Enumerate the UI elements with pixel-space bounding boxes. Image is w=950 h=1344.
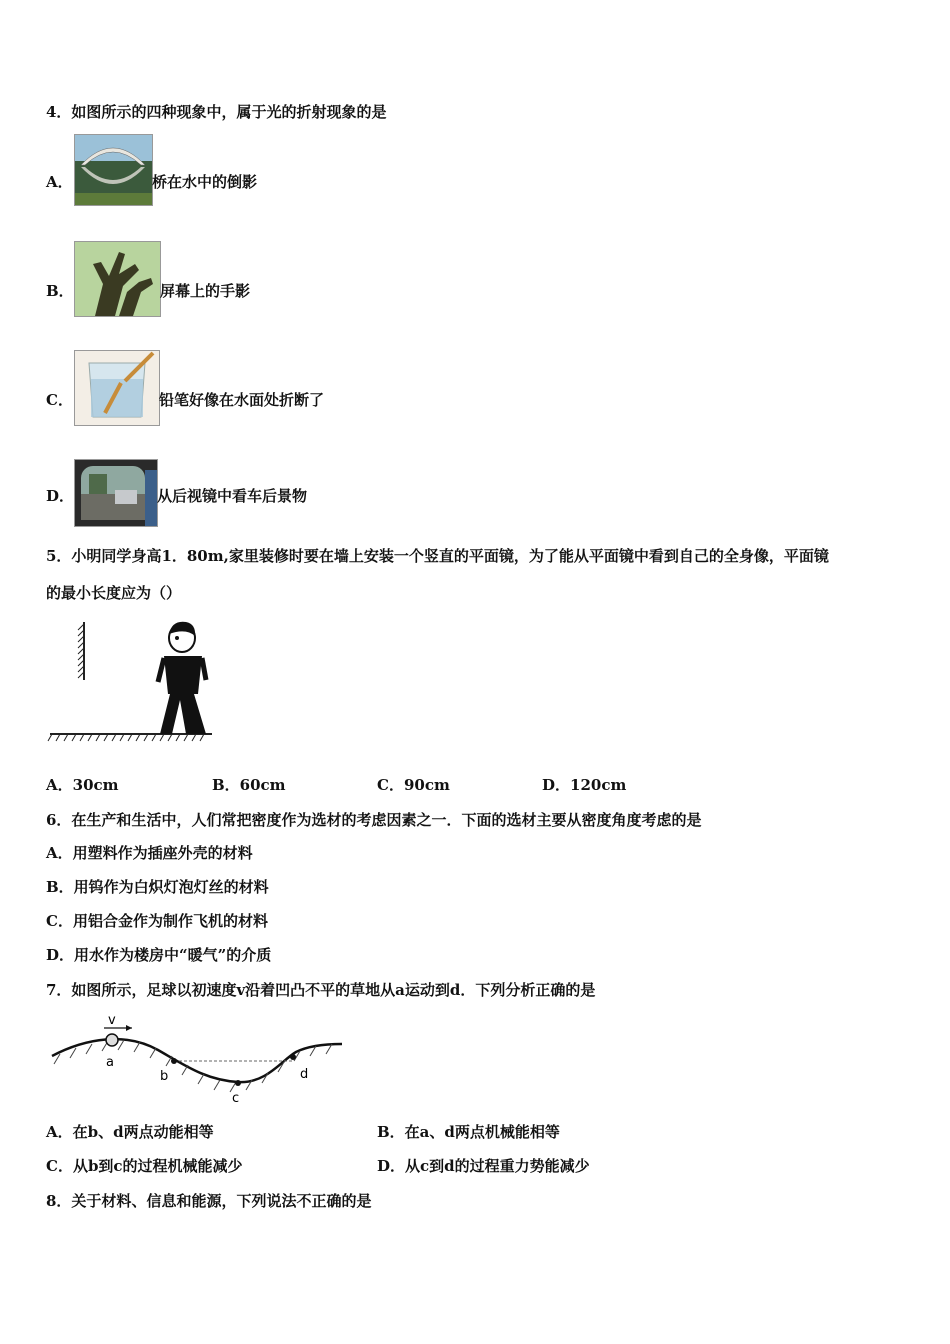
q7-figure-label-a: a [106,1055,114,1070]
q5-stem-line1: 5．小明同学身高1．80m,家里装修时要在墙上安装一个竖直的平面镜，为了能从平面镜中看到自己的全身像，平面镜 [46,547,829,565]
q5-option-c: C．90cm [377,776,450,794]
q7-figure-label-b: b [160,1069,169,1084]
q4-option-d-letter: D． [46,487,75,505]
q5-option-b: B．60cm [212,776,286,794]
q6-option-b: B．用钨作为白炽灯泡灯丝的材料 [46,878,269,896]
rearview-mirror-image [74,459,158,527]
q5-stem-line2: 的最小长度应为（） [46,584,182,602]
q4-option-d-text: 从后视镜中看车后景物 [157,487,308,505]
q7-option-d: D．从c到d的过程重力势能减少 [377,1157,590,1175]
football-terrain-figure [46,1010,346,1108]
q5-option-d: D．120cm [542,776,627,794]
q4-option-b-text: 屏幕上的手影 [160,282,251,300]
q7-figure-label-c: c [232,1091,240,1106]
q6-option-c: C．用铝合金作为制作飞机的材料 [46,912,268,930]
q4-option-a-text: 桥在水中的倒影 [152,173,258,191]
mirror-person-figure [46,618,218,748]
q4-stem: 4．如图所示的四种现象中，属于光的折射现象的是 [46,103,387,121]
q7-figure-label-d: d [300,1067,309,1082]
q8-stem: 8．关于材料、信息和能源，下列说法不正确的是 [46,1192,372,1210]
q5-option-a: A．30cm [46,776,119,794]
q4-option-c-text: 铅笔好像在水面处折断了 [159,391,325,409]
q4-option-b-letter: B． [46,282,74,300]
q4-option-c-letter: C． [46,391,73,409]
q7-option-b: B．在a、d两点机械能相等 [377,1123,560,1141]
q7-option-c: C．从b到c的过程机械能减少 [46,1157,243,1175]
bridge-reflection-image [74,134,153,206]
pencil-in-water-image [74,350,160,426]
q6-stem: 6．在生产和生活中，人们常把密度作为选材的考虑因素之一．下面的选材主要从密度角度考虑的是 [46,811,702,829]
q6-option-a: A．用塑料作为插座外壳的材料 [46,844,253,862]
q7-option-a: A．在b、d两点动能相等 [46,1123,214,1141]
q6-option-d: D．用水作为楼房中“暖气”的介质 [46,946,272,964]
q4-option-a-letter: A． [46,173,73,191]
q7-figure-label-v: v [108,1013,116,1028]
hand-shadow-image [74,241,161,317]
q7-stem: 7．如图所示，足球以初速度v沿着凹凸不平的草地从a运动到d．下列分析正确的是 [46,981,596,999]
